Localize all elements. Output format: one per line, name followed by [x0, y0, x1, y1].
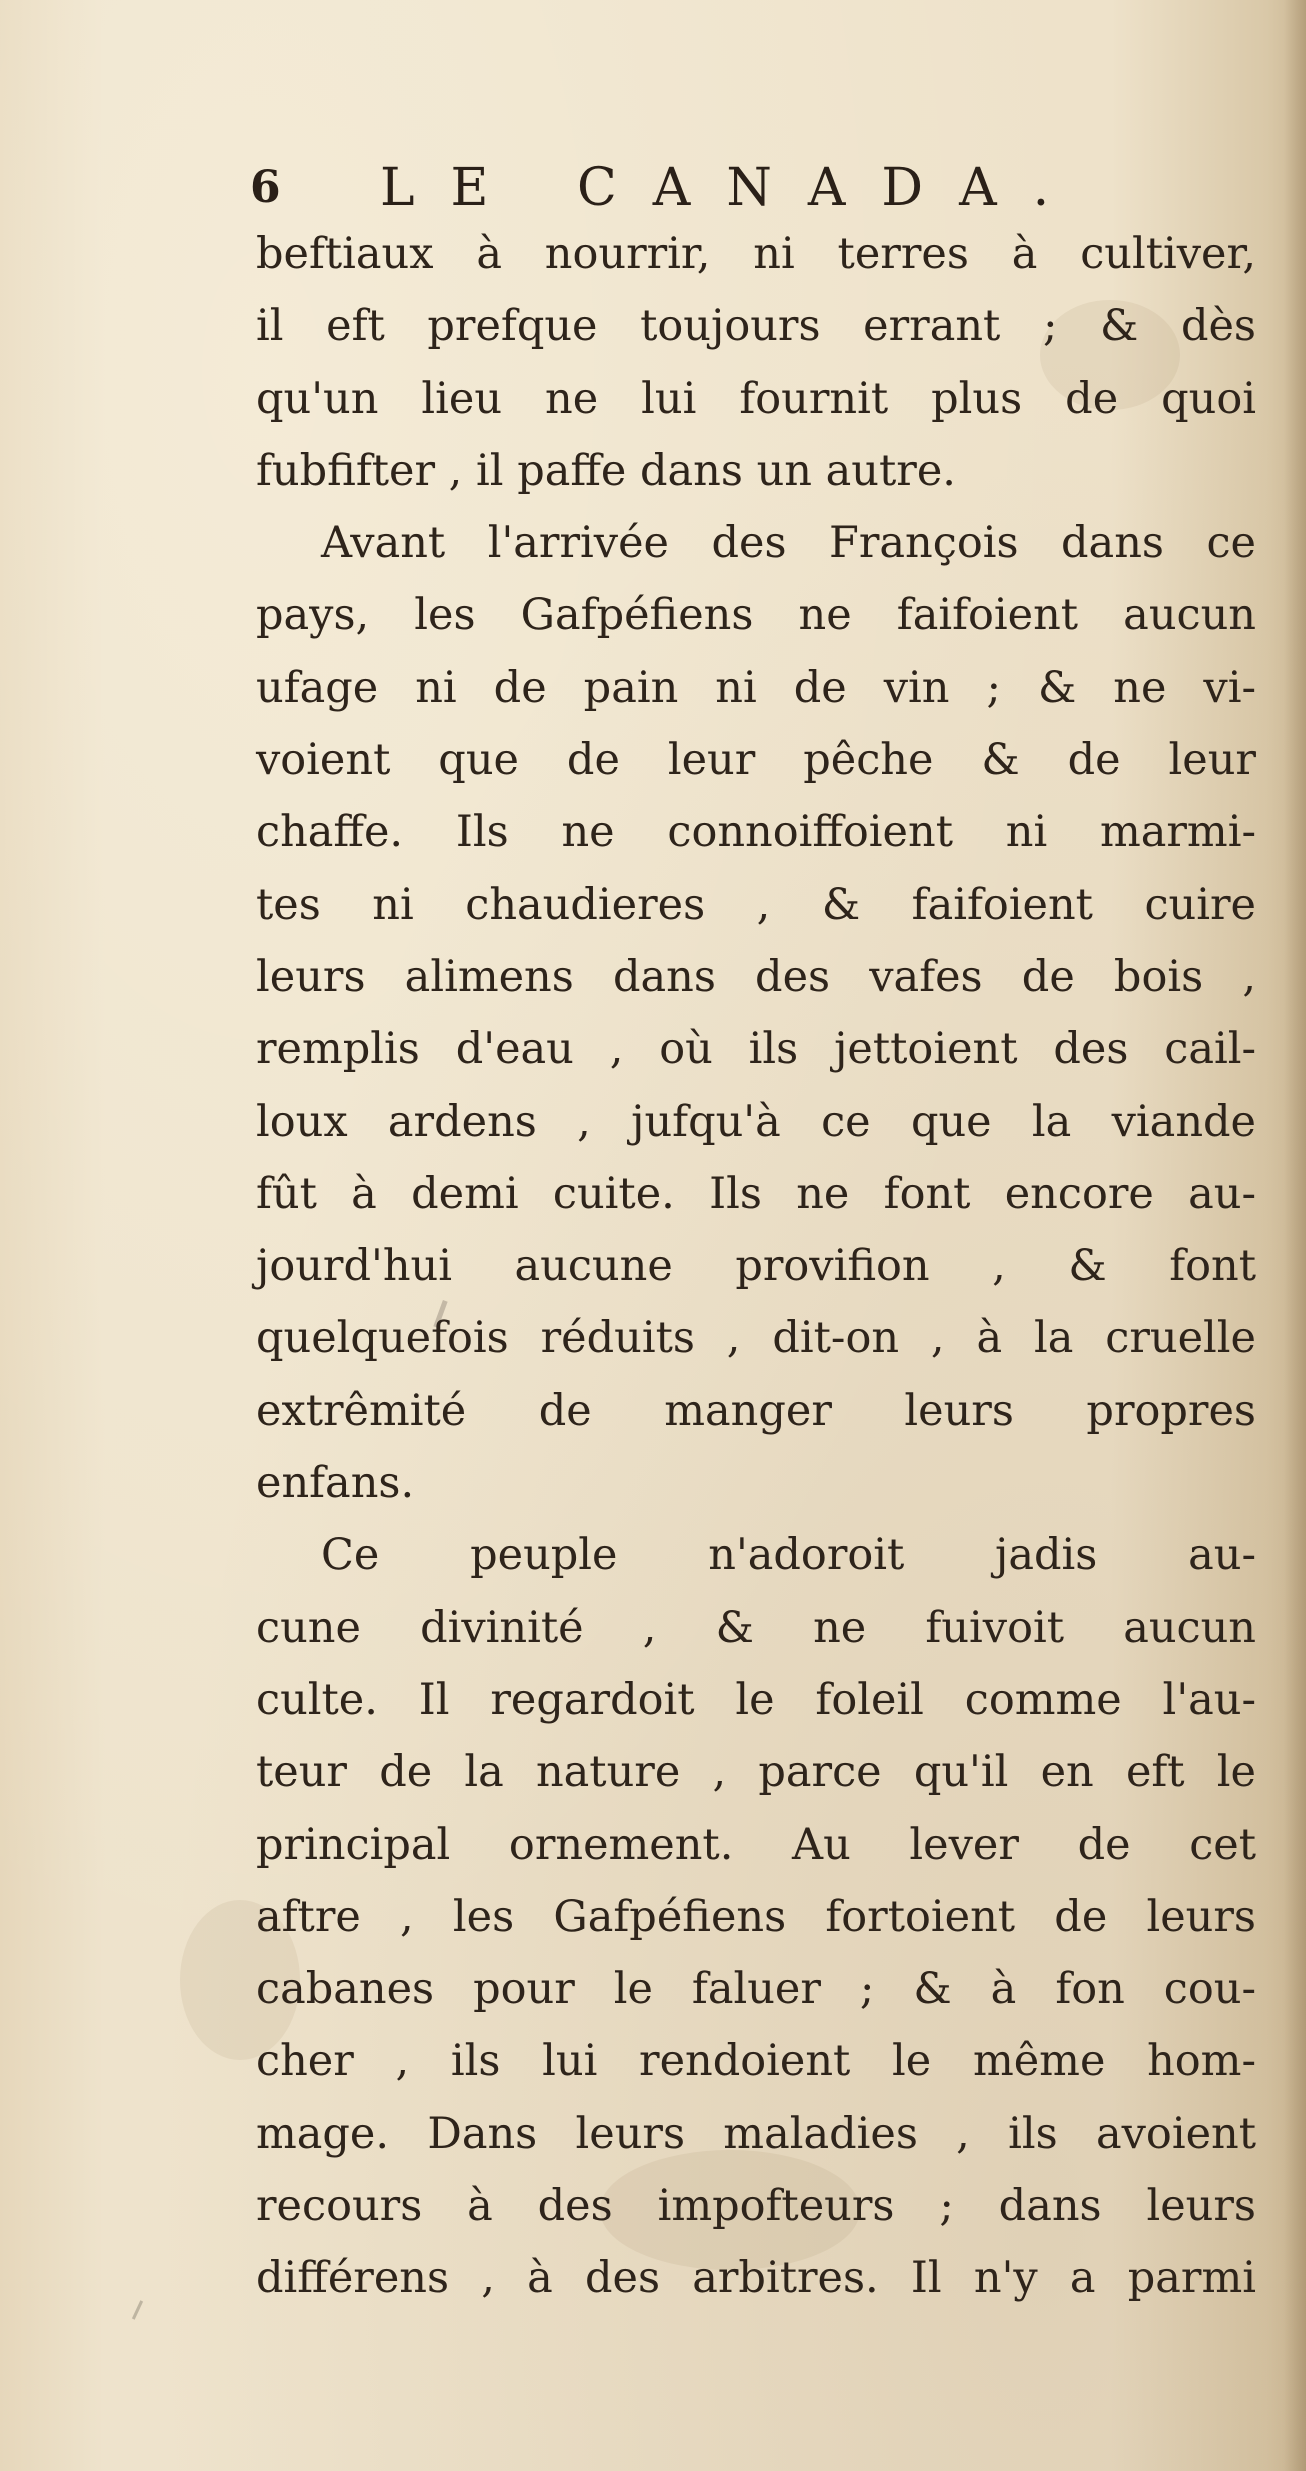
text-line: cher , ils lui rendoient le même hom-	[256, 2036, 1256, 2087]
text-line: fubfifter , il paffe dans un autre.	[256, 445, 956, 496]
text-line: principal ornement. Au lever de cet	[256, 1819, 1256, 1870]
text-line: cune divinité , & ne fuivoit aucun	[256, 1602, 1256, 1653]
text-line: quelquefois réduits , dit-on , à la cruelle	[256, 1313, 1256, 1364]
text-line: aftre , les Gafpéfiens fortoient de leurs	[256, 1891, 1256, 1942]
text-line: il eft prefque toujours errant ; & dès	[256, 301, 1256, 352]
pencil-mark	[132, 2300, 143, 2319]
text-line: cabanes pour le faluer ; & à fon cou-	[256, 1964, 1256, 2015]
text-line: jourd'hui aucune provifion , & font	[256, 1241, 1256, 1292]
text-line: extrêmité de manger leurs propres	[256, 1385, 1256, 1436]
text-line: leurs alimens dans des vafes de bois ,	[256, 951, 1256, 1002]
running-title: LE CANADA.	[380, 158, 1086, 218]
text-line: pays, les Gafpéfiens ne faifoient aucun	[256, 590, 1256, 641]
page-header	[250, 148, 1150, 228]
text-line: qu'un lieu ne lui fournit plus de quoi	[256, 373, 1256, 424]
text-line: remplis d'eau , où ils jettoient des cail-	[256, 1024, 1256, 1075]
text-line: beftiaux à nourrir, ni terres à cultiver,	[256, 229, 1256, 279]
text-line: enfans.	[256, 1458, 415, 1509]
text-line: teur de la nature , parce qu'il en eft le	[256, 1747, 1256, 1798]
text-line: ufage ni de pain ni de vin ; & ne vi-	[256, 662, 1256, 713]
text-line: chaffe. Ils ne connoiffoient ni marmi-	[256, 807, 1256, 858]
text-line: Ce peuple n'adoroit jadis au-	[321, 1530, 1256, 1581]
text-line: loux ardens , jufqu'à ce que la viande	[256, 1096, 1256, 1147]
text-line: recours à des impofteurs ; dans leurs	[256, 2181, 1256, 2232]
body-text	[256, 218, 1256, 2315]
text-line: voient que de leur pêche & de leur	[256, 735, 1256, 786]
text-line: fût à demi cuite. Ils ne font encore au-	[256, 1168, 1256, 1219]
page-edge-shadow	[1284, 0, 1306, 2471]
text-line: différens , à des arbitres. Il n'y a parmi	[256, 2253, 1256, 2304]
text-line: mage. Dans leurs maladies , ils avoient	[256, 2108, 1256, 2159]
text-line: Avant l'arrivée des François dans ce	[321, 518, 1256, 569]
text-line: culte. Il regardoit le foleil comme l'au-	[256, 1674, 1256, 1725]
text-line: tes ni chaudieres , & faifoient cuire	[256, 879, 1256, 930]
page-number: 6	[250, 162, 281, 213]
